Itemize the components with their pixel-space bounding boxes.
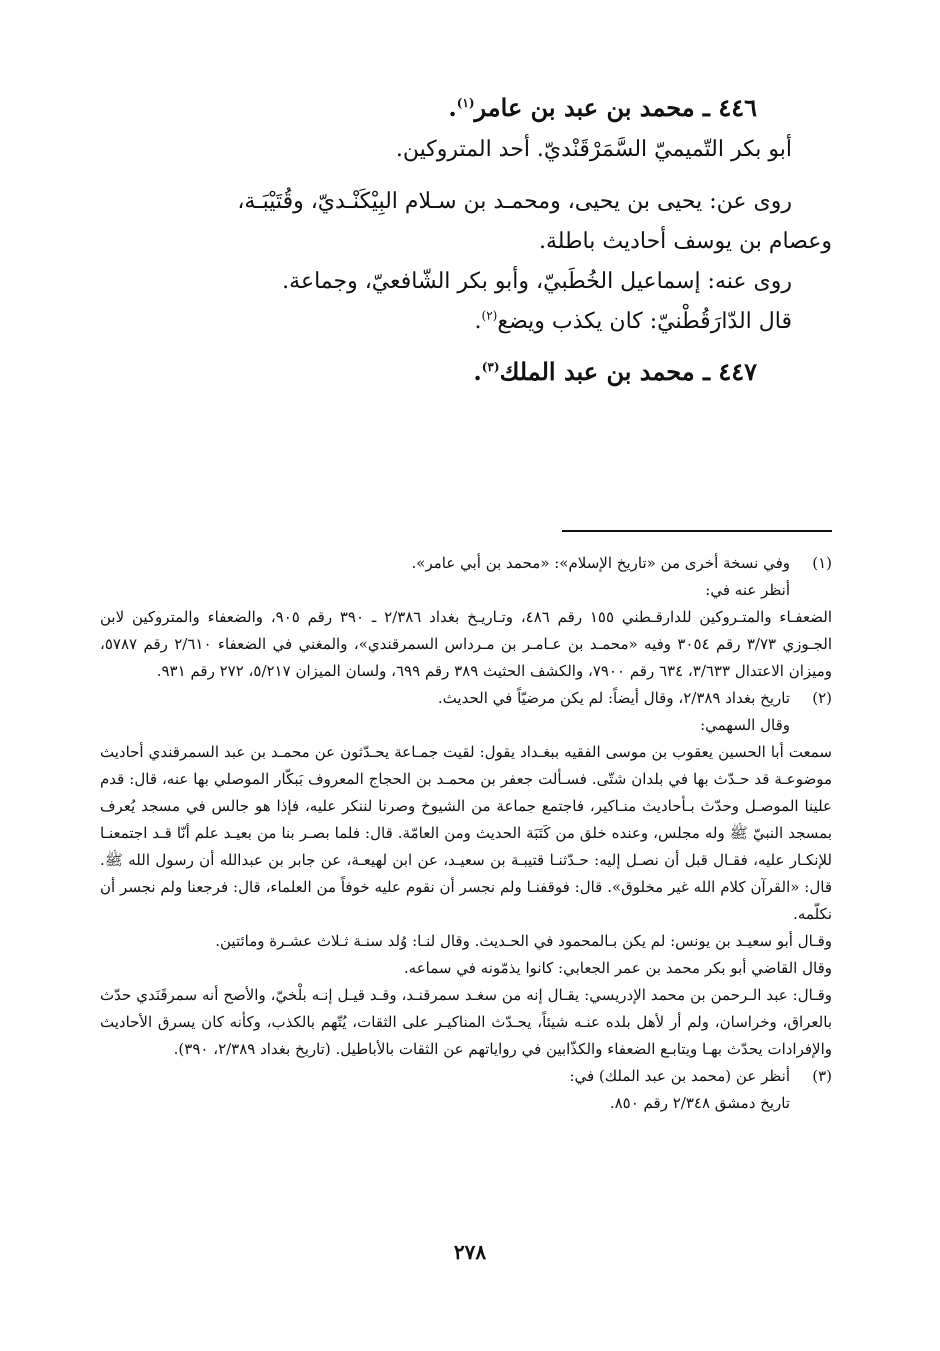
- entry-446-narrated-by: روى عنه: إسماعيل الخُطَبيّ، وأبو بكر الشّافعيّ، وجماعة.: [282, 269, 792, 294]
- page-number: ٢٧٨: [453, 1240, 487, 1264]
- footnote-ref-2[interactable]: (٢): [481, 308, 498, 323]
- footnote-ref-1[interactable]: (١): [456, 96, 475, 110]
- footnote-text: أنظر عنه في:: [705, 581, 790, 599]
- entry-447-title: ٤٤٧ ـ محمد بن عبد الملك$^{(٣)}$.: [473, 357, 757, 386]
- footnote-text: تاريخ بغداد ٢/٣٨٩، وقال أيضاً: لم يكن مرضيّاً في الحديث.: [437, 689, 790, 707]
- footnote-text: أنظر عن (محمد بن عبد الملك) في:: [569, 1067, 790, 1085]
- footnote-text: وقال السهمي:: [700, 716, 790, 734]
- footnote-2: [100, 685, 832, 1063]
- footnote-text: الضعفـاء والمتـروكين للدارقـطني ١٥٥ رقم ٤٨٦، وتـاريـخ بغداد ٢/٣٨٦ ـ ٣٩٠ رقم ٩٠٥، والضعفاء والمتروكين لابن الجـوزي ٣/٧٣ رقم ٣٠٥٤ وفيه «محمـد بن عـامـر بن مـرداس السمرقندي»، والمغني في الضعفاء ٢/٦١٠ رقم ٥٧٨٧، وميزان الاعتدال ٣/٦٣٣، ٦٣٤ رقم ٧٩٠٠، والكشف الحثيث ٣٨٩ رقم ٦٩٩، ولسان الميزان ٥/٢١٧، ٢٧٢ رقم ٩٣١.: [100, 608, 832, 680]
- footnote-number: (٢): [812, 689, 832, 707]
- footnote-text: وقـال أبو سعيـد بن يونس: لم يكن بـالمحمود في الحـديث. وقال لنـا: وُلد سنـة ثـلاث عشـرة ومائتين.: [215, 932, 832, 950]
- footnote-separator: [562, 530, 832, 532]
- footnote-ref-3[interactable]: (٣): [481, 360, 500, 374]
- entry-446-lineage: أبو بكر التّميميّ السَّمَرْقَنْديّ. أحد المتروكين.: [395, 137, 792, 162]
- footnote-number: (٣): [812, 1067, 832, 1085]
- footnotes: [100, 550, 832, 1117]
- page-body: [100, 90, 832, 1112]
- entry-446-title: ٤٤٦ ـ محمد بن عبد بن عامر$^{(١)}$.: [448, 93, 757, 122]
- footnote-3: [100, 1063, 832, 1117]
- entry-446-daraqutni: قال الدّارَقُطْنيّ: كان يكذب ويضع$^{(٢)}$.: [474, 308, 792, 334]
- footnote-text: وفي نسخة أخرى من «تاريخ الإسلام»: «محمد بن أبي عامر».: [411, 554, 790, 572]
- entry-446-narrated-from: روى عن: يحيى بن يحيى، ومحمـد بن سـلام البِيْكَنْـديّ، وقُتَيْبَـة،: [237, 189, 792, 214]
- footnote-1: [100, 550, 832, 685]
- footnote-text: تاريخ دمشق ٢/٣٤٨ رقم ٨٥٠.: [609, 1094, 790, 1112]
- footnote-text: وقال القاضي أبو بكر محمد بن عمر الجعابي: كانوا يذمّونه في سماعه.: [403, 959, 832, 977]
- footnote-number: (١): [812, 554, 832, 572]
- footnote-text: وقـال: عبد الـرحمن بن محمد الإدريسي: يقـال إنه من سغـد سمرقنـد، وقـد قيـل إنـه بلْخيّ، والأصح أنه سمرقَنَدي حدّث بالعراق، وخراسان، ولم أر لأهل بلده عنـه شيئاً، يحـدّث المناكيـر على الثقات، يُتّهم بالكذب، وكأنه كان يسرق الأحاديث والإفرادات يحدّث بهـا ويتابـع الضعفاء والكذّابين في رواياتهم عن الثقات بالأباطيل. (تاريخ بغداد ٢/٣٨٩، ٣٩٠).: [100, 986, 832, 1058]
- footnote-text: سمعت أبا الحسين يعقوب بن موسى الفقيه ببغـداد يقول: لقيت جمـاعة يحـدّثون عن محمـد بن عبد السمرقندي أحاديث موضوعـة قد حـدّث بها في بلدان شتّى. فسـألت جعفر بن محمـد بن الحجاج المعروف بَبكّار الموصلي بها عنه، قال: قدم علينا الموصـل وحدّث بـأحاديث منـاكير، فاجتمع جماعة من الشيوخ وصرنا لننكر عليه، فإذا هو جالس في مسجد يُعرف بمسجد النبيّ ﷺ وله مجلس، وعنده خلق من كَتَبَة الحديث ومن العامّة. قال: فلما بصـر بنا من بعيـد علم أنّا قـد اجتمعنـا للإنكـار عليه، فقـال قبل أن نصـل إليه: حـدّثنـا قتيبـة بن سعيـد، عن ابن لهيعـة، عن جابر بن عبدالله أن رسول الله ﷺ. قال: «القرآن كلام الله غير مخلوق». قال: فوقفنـا ولم نجسر أن نقوم عليه خوفاً من العلماء، قال: فرجعنا ولم نجسر أن نكلّمه.: [100, 743, 832, 923]
- entry-446-narrated-from-cont: وعصام بن يوسف أحاديث باطلة.: [538, 229, 832, 254]
